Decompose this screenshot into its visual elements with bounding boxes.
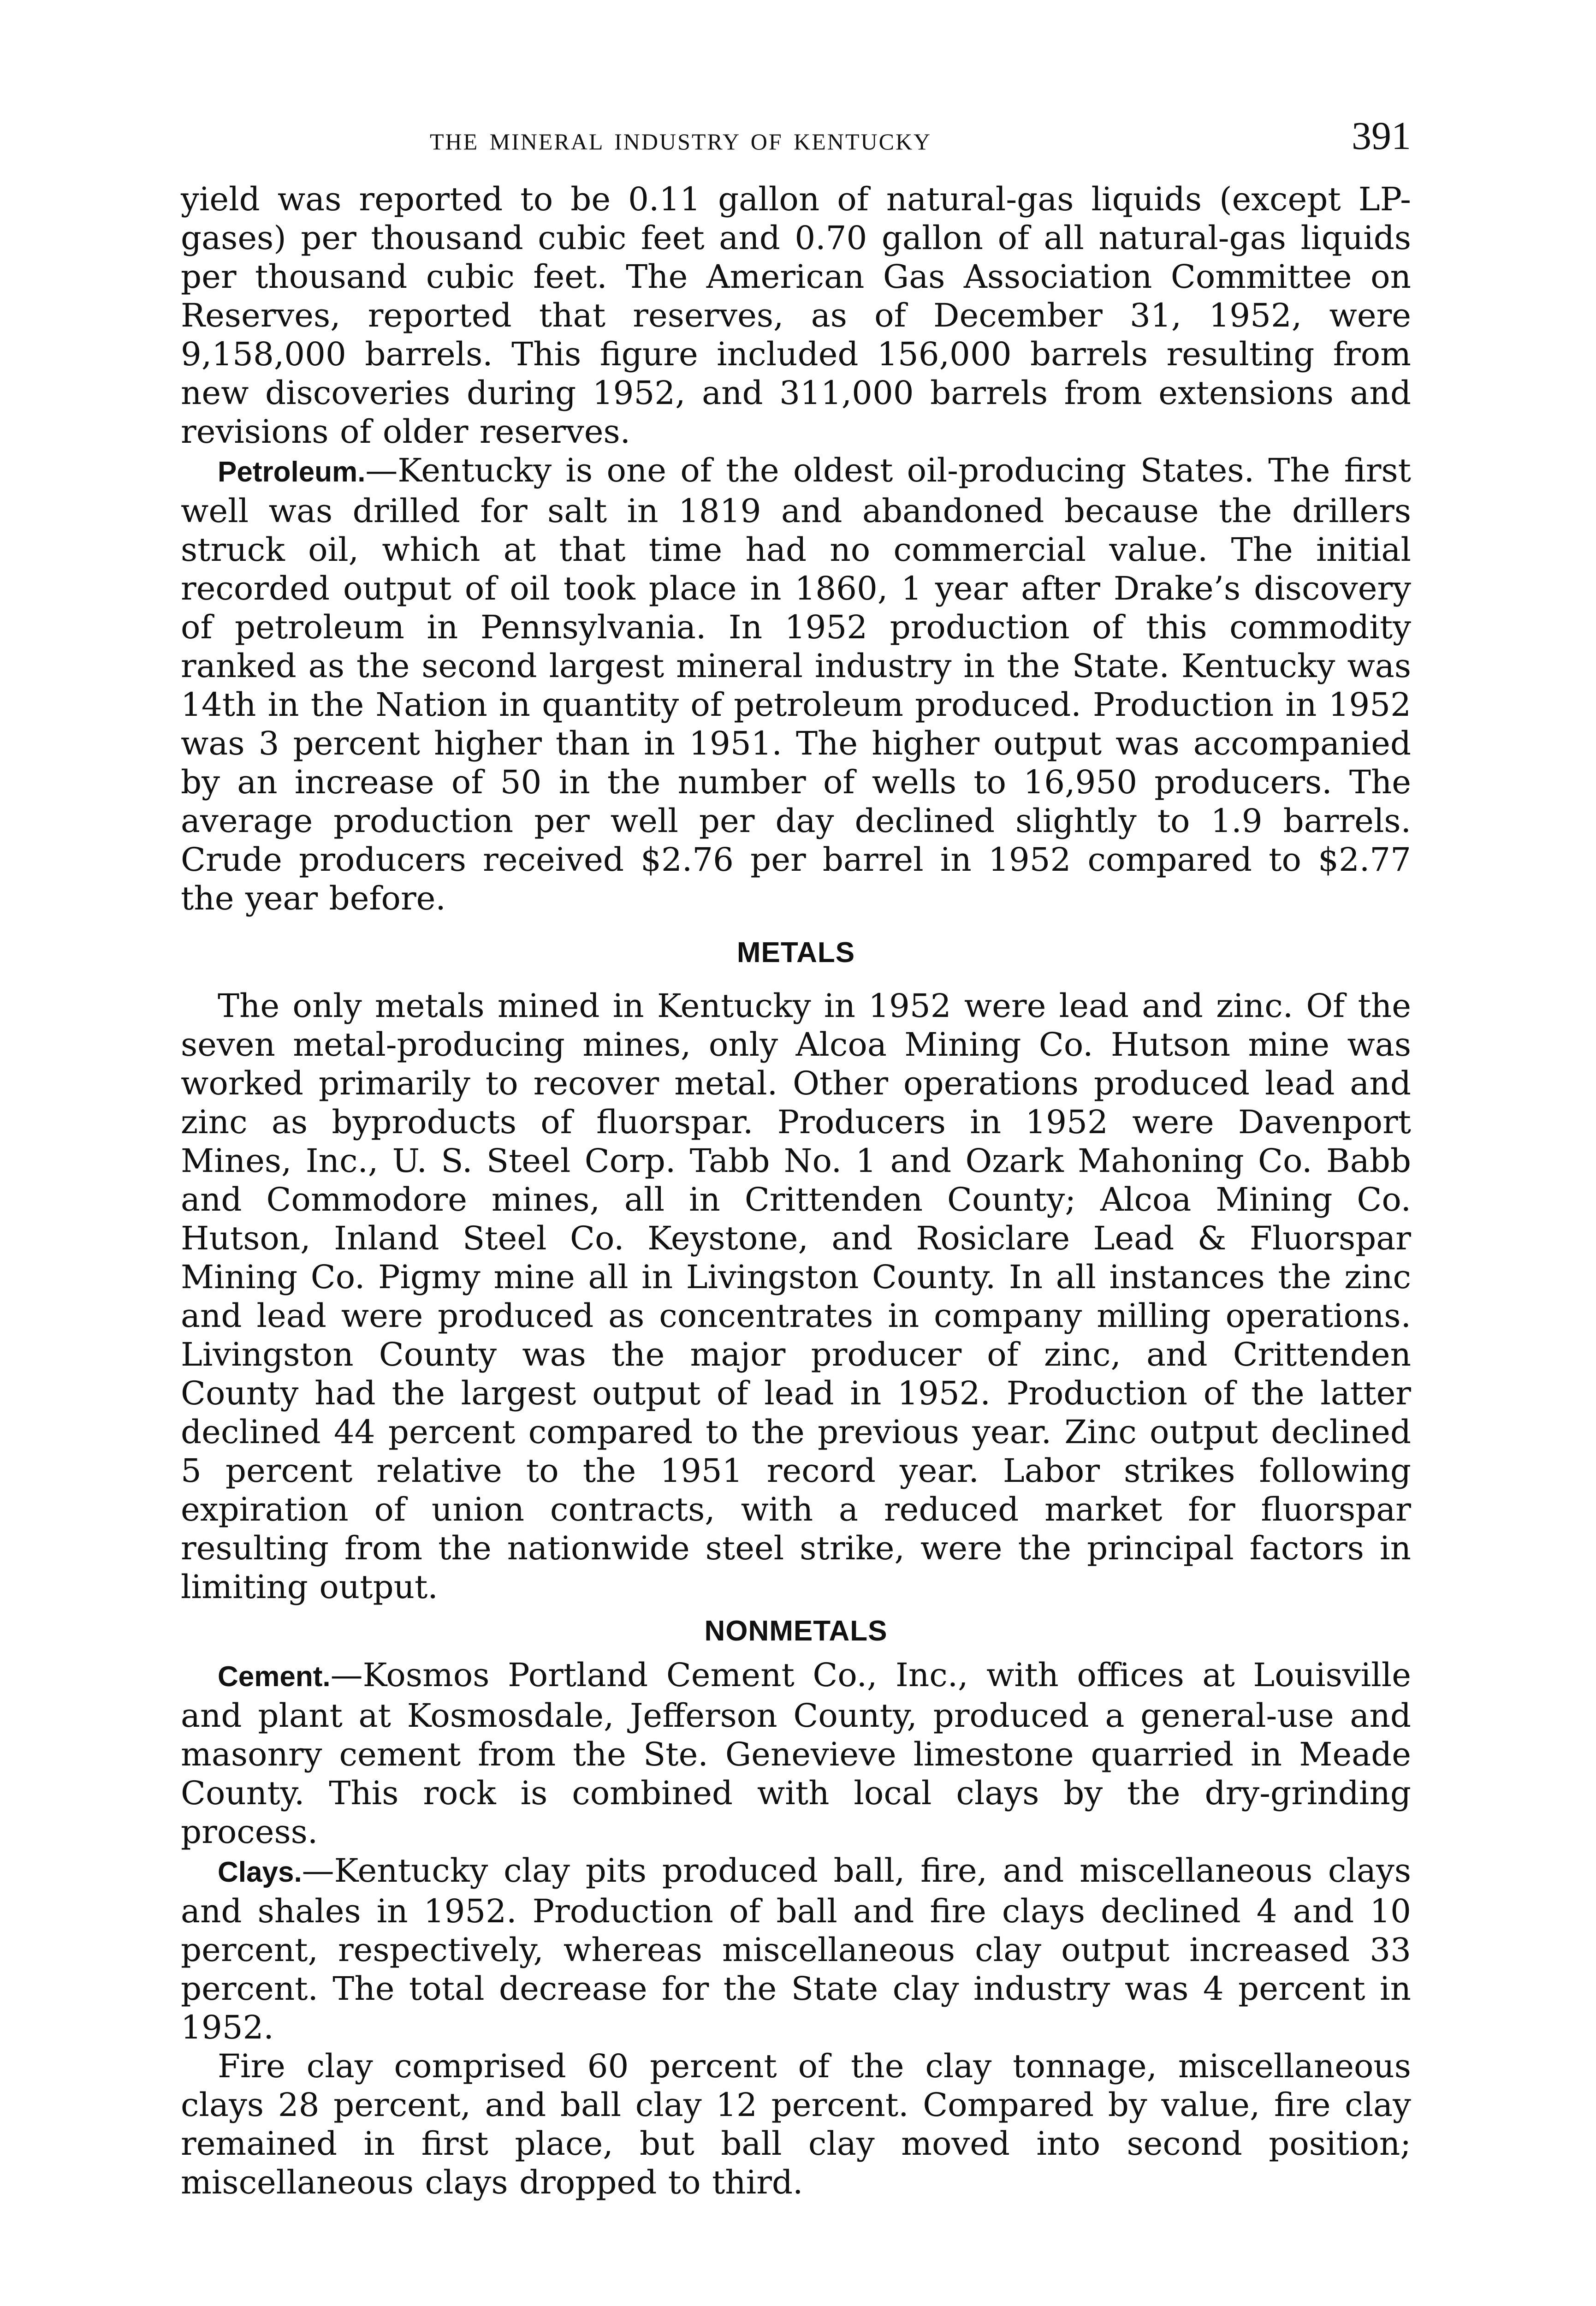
document-page (181, 111, 1411, 2202)
nonmetals-heading: NONMETALS (704, 1615, 888, 1647)
clays-paragraph (181, 1851, 1411, 2047)
cement-dash: — (330, 1656, 363, 1694)
clays-dash: — (302, 1852, 334, 1890)
fire-clay-paragraph: Fire clay comprised 60 percent of the clay tonnage, miscellaneous clays 28 percent, and ball clay 12 percent. Compared by value, fire clay remained in first place, but ball clay moved into second position; miscellaneous clays dropped to third. (181, 2047, 1411, 2201)
petroleum-text: Kentucky is one of the oldest oil-producing States. The first well was drilled for salt in 1819 and abandoned because the drillers struck oil, which at that time had no commercial value. The initial recorded output of oil took place in 1860, 1 year after Drake’s discovery of petroleum in Pennsylvania. In 1952 production of this commodity ranked as the second largest mineral industry in the State. Kentucky was 14th in the Nation in quantity of petroleum produced. Production in 1952 was 3 percent higher than in 1951. The higher output was accompanied by an increase of 50 in the number of wells to 16,950 producers. The average production per well per day declined slightly to 1.9 barrels. Crude producers received $2.76 per barrel in 1952 compared to $2.77 the year before. (181, 452, 1411, 917)
cement-paragraph (181, 1656, 1411, 1851)
clays-heading: Clays. (218, 1856, 302, 1888)
petroleum-dash: — (365, 452, 398, 489)
clays-text: Kentucky clay pits produced ball, fire, and miscellaneous clays and shales in 1952. Production of ball and fire clays declined 4 and 10 percent, respectively, whereas miscellaneous clay output increased 33 percent. The total decrease for the State clay industry was 4 percent in 1952. (181, 1852, 1411, 2046)
page-header (181, 111, 1411, 180)
metals-paragraph: The only metals mined in Kentucky in 1952 were lead and zinc. Of the seven metal-producing mines, only Alcoa Mining Co. Hutson mine was worked primarily to recover metal. Other operations produced lead and zinc as byproducts of fluorspar. Producers in 1952 were Davenport Mines, Inc., U. S. Steel Corp. Tabb No. 1 and Ozark Mahoning Co. Babb and Commodore mines, all in Crittenden County; Alcoa Mining Co. Hutson, Inland Steel Co. Keystone, and Rosiclare Lead & Fluorspar Mining Co. Pigmy mine all in Livingston County. In all instances the zinc and lead were produced as concentrates in company milling operations. Livingston County was the major producer of zinc, and Crittenden County had the largest output of lead in 1952. Production of the latter declined 44 percent compared to the previous year. Zinc output declined 5 percent relative to the 1951 record year. Labor strikes following expiration of union contracts, with a reduced market for fluorspar resulting from the nationwide steel strike, were the principal factors in limiting output. (181, 987, 1411, 1606)
intro-paragraph: yield was reported to be 0.11 gallon of natural-gas liquids (except LP-gases) per thousand cubic feet and 0.70 gallon of all natural-gas liquids per thousand cubic feet. The American Gas Association Committee on Reserves, reported that reserves, as of December 31, 1952, were 9,158,000 barrels. This figure included 156,000 barrels resulting from new discoveries during 1952, and 311,000 barrels from extensions and revisions of older reserves. (181, 180, 1411, 451)
running-title: THE MINERAL INDUSTRY OF KENTUCKY (430, 129, 932, 155)
petroleum-paragraph (181, 451, 1411, 918)
page-number: 391 (1352, 113, 1411, 158)
cement-text: Kosmos Portland Cement Co., Inc., with offices at Louisville and plant at Kosmosdale, Jefferson County, produced a general-use and masonry cement from the Ste. Genevieve limestone quarried in Meade County. This rock is combined with local clays by the dry-grinding process. (181, 1656, 1411, 1851)
petroleum-heading: Petroleum. (218, 456, 366, 488)
metals-heading: METALS (736, 937, 855, 969)
cement-heading: Cement. (218, 1661, 331, 1693)
